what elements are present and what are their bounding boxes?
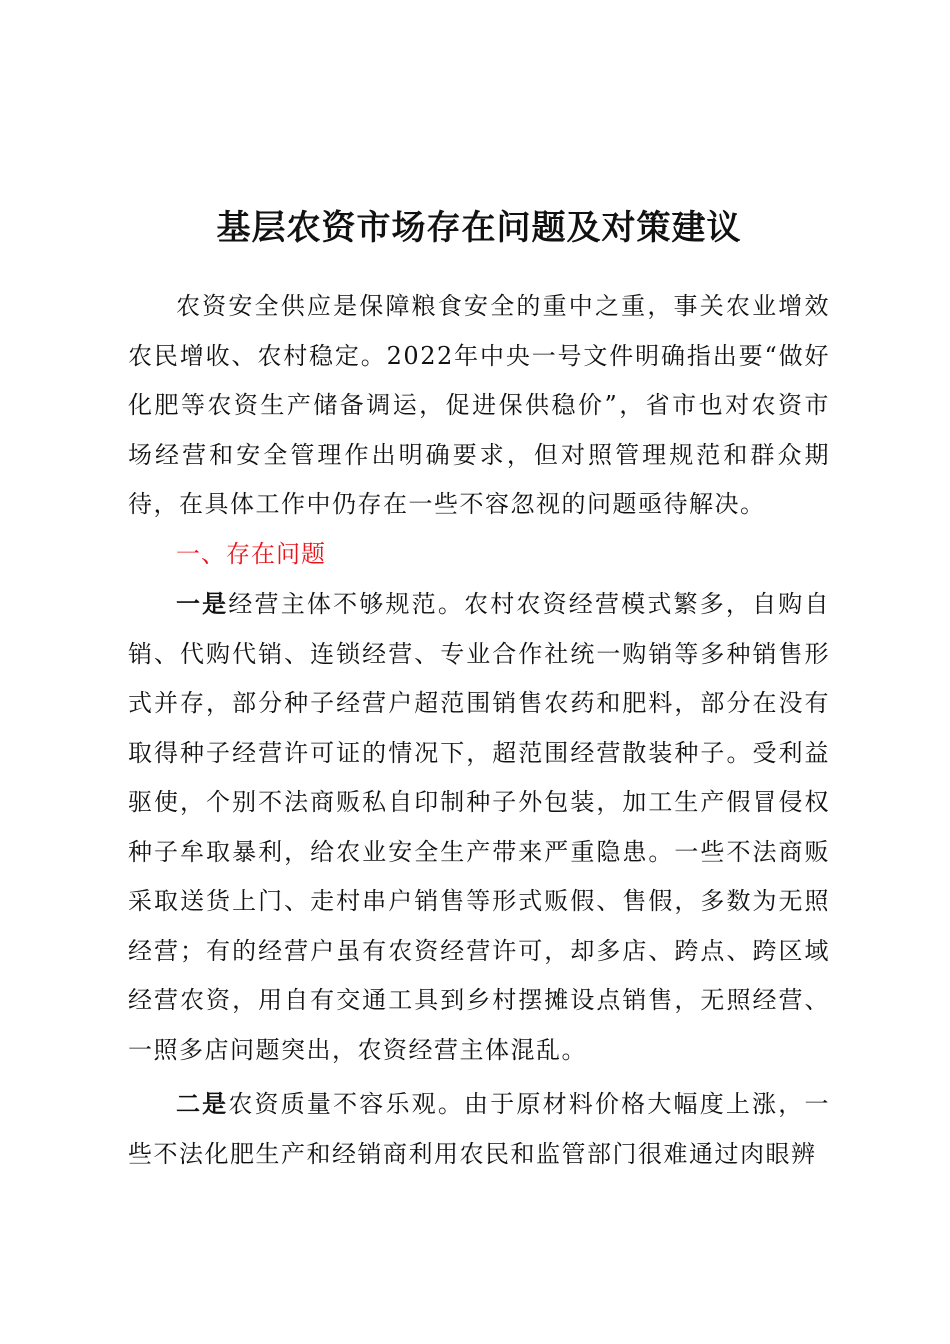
problem-item-1-text: 经营主体不够规范。农村农资经营模式繁多，自购自销、代购代销、连锁经营、专业合作社统一购销等多种销售形式并存，部分种子经营户超范围销售农药和肥料，部分在没有取得种子经营许可证的情况下，超范围经营散装种子。受利益驱使，个别不法商贩私自印制种子外包装，加工生产假冒侵权种子牟取暴利，给农业安全生产带来严重隐患。一些不法商贩采取送货上门、走村串户销售等形式贩假、售假，多数为无照经营；有的经营户虽有农资经营许可，却多店、跨点、跨区域经营农资，用自有交通工具到乡村摆摊设点销售，无照经营、一照多店问题突出，农资经营主体混乱。 [128,590,830,1064]
intro-paragraph: 农资安全供应是保障粮食安全的重中之重，事关农业增效农民增收、农村稳定。2022年中央一号文件明确指出要“做好化肥等农资生产储备调运，促进保供稳价”，省市也对农资市场经营和安全管理作出明确要求，但对照管理规范和群众期待，在具体工作中仍存在一些不容忽视的问题亟待解决。 [128,292,830,518]
section-heading-problems: 一、存在问题 [176,539,326,568]
document-body [128,282,830,1179]
document-title: 基层农资市场存在问题及对策建议 [216,208,742,248]
problem-item-1 [128,579,830,1075]
problem-item-2 [128,1079,830,1179]
problem-item-2-lead: 二是 [176,1089,229,1118]
problem-item-2-text: 农资质量不容乐观。由于原材料价格大幅度上涨，一些不法化肥生产和经销商利用农民和监管部门很难通过肉眼辨 [128,1090,830,1168]
problem-item-1-lead: 一是 [176,589,229,618]
